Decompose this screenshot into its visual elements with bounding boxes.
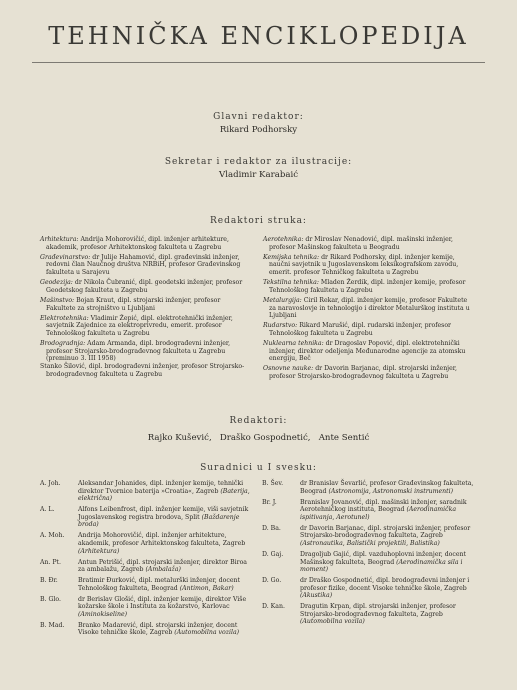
contributor-row: B. Glo. dr Berislav Glošić, dipl. inženjer kemije, direktor Više kožarske škole i Instituta za kožarstvo, Karlovac (Aminokiseline) [40,595,247,618]
struka-entry: Kemijska tehnika: dr Rikard Podhorsky, dipl. inženjer kemije, naučni savjetnik u Jugoslavenskom leksikografskom zavodu, emerit. profesor Tehničkog fakulteta u Zagrebu [263,253,459,276]
struka-entry: Brodogradnja: Adam Armanda, dipl. brodograđevni inženjer, profesor Strojarsko-brodograđevnog fakulteta u Zagrebu (preminuo 3. III 1958) [40,340,231,363]
struka-entry: Metalurgija: Ciril Rekar, dipl. inženjer kemije, profesor Fakultete za naravoslovje in tehnologijo i direktor Metalurškog instituta u Ljubljani [263,296,470,320]
contributor-row: Br. J. Branislav Jovanović, dipl. mašinski inženjer, saradnik Aerotehničkog instituta, Beograd (Aerodinamička ispitivanja, Aerotunel) [262,498,467,521]
struke-left-column [40,236,250,381]
contributor-row: B. Đr. Bratimir Đurković, dipl. metalurški inženjer, docent Tehnološkog fakulteta, Beograd (Antimon, Bakar) [40,577,240,592]
contributor-row: D. Ba. dr Davorin Barjanac, dipl. strojarski inženjer, profesor Strojarsko-brodograđevnog fakulteta, Zagreb (Astronautika, Balistički projektili, Balistika) [262,524,471,547]
sekretar-label: Sekretar i redaktor za ilustracije: [164,157,353,167]
suradnici-left-column [40,480,252,640]
suradnici-label: Suradnici u I svesku: [200,463,317,473]
struka-entry: Arhitektura: Andrija Mohorovičić, dipl. inženjer arhitekture, akademik, profesor Arhitektonskog fakulteta u Zagrebu [40,236,229,251]
contributor-row: A. L. Alfons Leibenfrost, dipl. inženjer kemije, viši savjetnik Jugoslavenskog registra brodova, Split (Baždarenje broda) [40,506,249,529]
struke-right-column [263,236,475,383]
struka-entry: Geodezija: dr Nikola Čubranić, dipl. geodetski inženjer, profesor Geodetskog fakulteta u Zagrebu [40,279,243,294]
contributor-row: B. Šev. dr Branislav Ševarlić, profesor Građevinskog fakulteta, Beograd (Astronomija, Astronomski instrumenti) [262,480,474,495]
struka-entry: Aerotehnika: dr Miroslav Nenadović, dipl. mašinski inženjer, profesor Mašinskog fakulteta u Beogradu [263,236,453,251]
struka-entry: Građevinarstvo: dr Julije Hahamović, dipl. građevinski inženjer, redovni član Naučnog društva NRBiH, profesor Građevinskog fakulteta u Sarajevu [40,253,241,276]
struka-entry: Rudarstvo: Rikard Marušić, dipl. rudarski inženjer, profesor Tehnološkog fakulteta u Zagrebu [263,322,452,337]
redaktori-label: Redaktori: [229,416,288,426]
struka-entry: Tekstilna tehnika: Mladen Žerdik, dipl. inženjer kemije, profesor Tehnološkog fakulteta u Zagrebu [263,279,466,294]
redaktori-struka-label: Redaktori struka: [210,216,307,226]
contributor-row: D. Kan. Dragutin Krpan, dipl. strojarski inženjer, profesor Strojarsko-brodograđevnog fakulteta, Zagreb (Automobilna vozila) [262,603,456,626]
struka-entry: Stanko Šilović, dipl. brodograđevni inženjer, profesor Strojarsko-brodograđevnog fakulteta u Zagrebu [40,363,245,379]
suradnici-right-column [262,480,476,629]
struka-entry: Nuklearna tehnika: dr Dragoslav Popović, dipl. elektrotehnički inženjer, direktor odeljenja Međunarodne agencije za atomsku energiju, Beč [263,340,466,363]
glavni-redaktor-label: Glavni redaktor: [213,112,304,122]
page-title: TEHNIČKA ENCIKLOPEDIJA [48,22,469,50]
struka-entry: Mašinstvo: Bojan Kraut, dipl. strojarski inženjer, profesor Fakultete za strojništvo u Ljubljani [40,296,221,312]
contributor-row: D. Gaj. Dragoljub Gajić, dipl. vazduhoplovni inženjer, docent Mašinskog fakulteta, Beograd (Aerodinamička sila i moment) [262,550,466,574]
contributor-row: B. Mad. Branko Madarević, dipl. strojarski inženjer, docent Visoke tehničke škole, Zagreb (Automobilna vozila) [40,621,240,637]
struka-entry: Osnovne nauke: dr Davorin Barjanac, dipl. strojarski inženjer, profesor Strojarsko-brodograđevnog fakulteta u Zagrebu [263,365,458,381]
redaktori-names: Rajko Kušević, Draško Gospodnetić, Ante Sentić [147,433,370,443]
struka-entry: Elektrotehnika: Vladimir Žepić, dipl. elektrotehnički inženjer, savjetnik Zajednice za elektroprivredu, emerit. profesor Tehnološkog fakulteta u Zagrebu [40,314,233,337]
contributor-row: An. Pt. Antun Petrišić, dipl. strojarski inženjer, direktor Biroa za ambalažu, Zagreb (Ambalaža) [40,558,247,574]
contributor-row: D. Go. dr Draško Gospodnetić, dipl. brodograđevni inženjer i profesor fizike, docent Visoke tehničke škole, Zagreb (Akustika) [262,577,470,600]
contributor-row: A. Joh. Aleksandar Johanides, dipl. inženjer kemije, tehnički direktor Tvornice baterija »Croatia«, Zagreb (Baterija, električna) [40,480,250,503]
sekretar-name: Vladimir Karabaić [218,170,299,180]
glavni-redaktor-name: Rikard Podhorsky [219,125,298,135]
contributor-row: A. Moh. Andrija Mohorovičić, dipl. inženjer arhitekture, akademik, profesor Arhitektonskog fakulteta, Zagreb (Arhitektura) [40,532,246,555]
title-rule [32,62,485,63]
